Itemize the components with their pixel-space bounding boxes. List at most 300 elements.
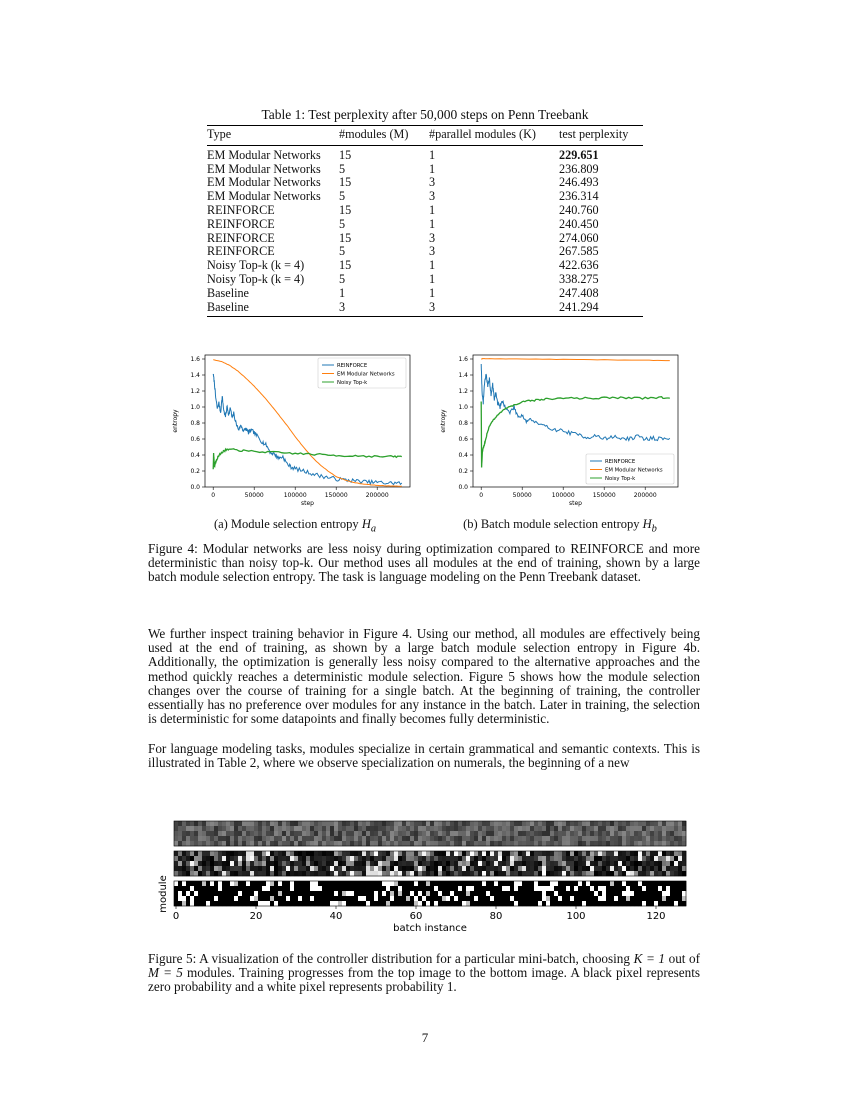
heatmap-cell: [546, 851, 550, 856]
heatmap-cell: [426, 861, 430, 866]
heatmap-cell: [630, 826, 634, 831]
heatmap-cell: [486, 831, 490, 836]
heatmap-cell: [342, 841, 346, 846]
heatmap-cell: [422, 826, 426, 831]
heatmap-cell: [602, 871, 606, 876]
heatmap-cell: [182, 896, 186, 901]
heatmap-cell: [414, 886, 418, 891]
heatmap-cell: [266, 851, 270, 856]
heatmap-cell: [346, 891, 350, 896]
heatmap-cell: [210, 866, 214, 871]
heatmap-cell: [522, 891, 526, 896]
heatmap-cell: [530, 826, 534, 831]
heatmap-cell: [270, 891, 274, 896]
heatmap-cell: [618, 826, 622, 831]
heatmap-cell: [546, 896, 550, 901]
heatmap-cell: [326, 901, 330, 906]
heatmap-cell: [410, 851, 414, 856]
heatmap-cell: [294, 871, 298, 876]
heatmap-cell: [614, 881, 618, 886]
heatmap-cell: [246, 901, 250, 906]
heatmap-cell: [654, 836, 658, 841]
heatmap-cell: [378, 821, 382, 826]
heatmap-cell: [550, 861, 554, 866]
heatmap-cell: [330, 851, 334, 856]
heatmap-cell: [658, 836, 662, 841]
heatmap-cell: [378, 871, 382, 876]
series-line-em-modular-networks: [481, 358, 670, 360]
heatmap-cell: [342, 901, 346, 906]
heatmap-cell: [486, 866, 490, 871]
y-tick-label: 1.6: [190, 356, 200, 363]
heatmap-cell: [642, 866, 646, 871]
heatmap-cell: [226, 866, 230, 871]
x-tick-label: 50000: [512, 492, 532, 499]
heatmap-cell: [174, 841, 178, 846]
table-row: [207, 163, 643, 177]
heatmap-cell: [474, 901, 478, 906]
heatmap-cell: [286, 886, 290, 891]
heatmap-cell: [482, 886, 486, 891]
heatmap-cell: [674, 831, 678, 836]
heatmap-cell: [626, 836, 630, 841]
heatmap-cell: [506, 851, 510, 856]
heatmap-cell: [438, 896, 442, 901]
heatmap-cell: [334, 831, 338, 836]
heatmap-cell: [346, 896, 350, 901]
figure-5-caption: Figure 5: A visualization of the controller distribution for a particular mini-batch, choosing K = 1 out of M = 5 modules. Training progresses from the top image to the bottom image. A black pixel represents zero probability and a white pixel represents probability 1.: [148, 951, 701, 995]
heatmap-cell: [442, 861, 446, 866]
heatmap-cell: [238, 886, 242, 891]
heatmap-cell: [526, 886, 530, 891]
heatmap-cell: [294, 891, 298, 896]
heatmap-cell: [614, 886, 618, 891]
heatmap-cell: [542, 881, 546, 886]
heatmap-cell: [374, 841, 378, 846]
heatmap-cell: [590, 851, 594, 856]
heatmap-cell: [414, 856, 418, 861]
header-modules: #modules (M): [339, 126, 429, 146]
heatmap-cell: [246, 856, 250, 861]
heatmap-cell: [438, 891, 442, 896]
heatmap-cell: [186, 836, 190, 841]
heatmap-cell: [474, 856, 478, 861]
heatmap-cell: [638, 881, 642, 886]
heatmap-cell: [578, 841, 582, 846]
heatmap-cell: [578, 891, 582, 896]
heatmap-cell: [322, 821, 326, 826]
heatmap-cell: [346, 821, 350, 826]
heatmap-cell: [682, 826, 686, 831]
heatmap-cell: [602, 866, 606, 871]
heatmap-cell: [254, 836, 258, 841]
heatmap-cell: [390, 896, 394, 901]
heatmap-cell: [530, 851, 534, 856]
heatmap-cell: [634, 851, 638, 856]
heatmap-cell: [634, 901, 638, 906]
heatmap-cell: [486, 896, 490, 901]
heatmap-cell: [346, 851, 350, 856]
heatmap-cell: [242, 901, 246, 906]
heatmap-cell: [446, 831, 450, 836]
heatmap-cell: [518, 821, 522, 826]
heatmap-cell: [190, 826, 194, 831]
heatmap-cell: [662, 841, 666, 846]
heatmap-cell: [642, 881, 646, 886]
heatmap-cell: [410, 901, 414, 906]
heatmap-cell: [202, 841, 206, 846]
heatmap-cell: [406, 886, 410, 891]
heatmap-cell: [234, 896, 238, 901]
heatmap-cell: [630, 851, 634, 856]
heatmap-cell: [626, 871, 630, 876]
heatmap-cell: [254, 866, 258, 871]
heatmap-cell: [302, 861, 306, 866]
heatmap-cell: [330, 881, 334, 886]
heatmap-cell: [358, 891, 362, 896]
heatmap-cell: [194, 871, 198, 876]
heatmap-cell: [246, 871, 250, 876]
heatmap-cell: [398, 871, 402, 876]
heatmap-cell: [194, 886, 198, 891]
heatmap-cell: [266, 821, 270, 826]
heatmap-cell: [358, 826, 362, 831]
heatmap-cell: [666, 886, 670, 891]
heatmap-cell: [290, 831, 294, 836]
heatmap-cell: [350, 856, 354, 861]
heatmap-cell: [282, 836, 286, 841]
heatmap-cell: [246, 831, 250, 836]
heatmap-cell: [538, 871, 542, 876]
heatmap-cell: [238, 881, 242, 886]
heatmap-cell: [634, 836, 638, 841]
heatmap-cell: [642, 821, 646, 826]
heatmap-cell: [366, 891, 370, 896]
heatmap-cell: [498, 871, 502, 876]
header-type: Type: [207, 126, 339, 146]
heatmap-cell: [342, 891, 346, 896]
heatmap-cell: [238, 826, 242, 831]
heatmap-cell: [462, 836, 466, 841]
heatmap-cell: [546, 836, 550, 841]
heatmap-cell: [398, 901, 402, 906]
heatmap-cell: [598, 891, 602, 896]
heatmap-cell: [498, 861, 502, 866]
heatmap-cell: [390, 831, 394, 836]
heatmap-cell: [358, 881, 362, 886]
heatmap-cell: [514, 851, 518, 856]
heatmap-cell: [618, 821, 622, 826]
heatmap-cell: [674, 891, 678, 896]
cell-perplexity: 247.408: [559, 285, 599, 300]
heatmap-cell: [566, 856, 570, 861]
heatmap-cell: [394, 871, 398, 876]
heatmap-cell: [622, 881, 626, 886]
cell-type: EM Modular Networks: [207, 147, 321, 162]
heatmap-cell: [546, 856, 550, 861]
legend-label: REINFORCE: [605, 459, 636, 465]
heatmap-cell: [334, 866, 338, 871]
heatmap-cell: [494, 901, 498, 906]
heatmap-cell: [462, 851, 466, 856]
heatmap-cell: [478, 881, 482, 886]
heatmap-cell: [422, 871, 426, 876]
heatmap-cell: [302, 831, 306, 836]
heatmap-cell: [330, 861, 334, 866]
heatmap-cell: [198, 891, 202, 896]
heatmap-cell: [338, 896, 342, 901]
heatmap-cell: [414, 831, 418, 836]
heatmap-cell: [430, 861, 434, 866]
heatmap-cell: [610, 901, 614, 906]
heatmap-cell: [546, 861, 550, 866]
heatmap-cell: [674, 851, 678, 856]
y-tick-label: 0.6: [458, 436, 468, 443]
heatmap-cell: [658, 891, 662, 896]
heatmap-cell: [558, 881, 562, 886]
heatmap-cell: [642, 896, 646, 901]
heatmap-cell: [450, 861, 454, 866]
heatmap-cell: [234, 841, 238, 846]
heatmap-cell: [346, 871, 350, 876]
heatmap-cell: [434, 821, 438, 826]
heatmap-cell: [286, 866, 290, 871]
heatmap-cell: [670, 826, 674, 831]
heatmap-cell: [214, 841, 218, 846]
heatmap-cell: [318, 856, 322, 861]
heatmap-cell: [242, 866, 246, 871]
heatmap-cell: [298, 831, 302, 836]
heatmap-cell: [374, 896, 378, 901]
heatmap-cell: [182, 871, 186, 876]
heatmap-cell: [438, 821, 442, 826]
heatmap-cell: [606, 831, 610, 836]
heatmap-cell: [494, 856, 498, 861]
heatmap-cell: [554, 871, 558, 876]
heatmap-cell: [318, 891, 322, 896]
heatmap-cell: [346, 886, 350, 891]
heatmap-cell: [186, 891, 190, 896]
heatmap-cell: [434, 901, 438, 906]
heatmap-cell: [602, 836, 606, 841]
heatmap-cell: [522, 871, 526, 876]
heatmap-cell: [410, 861, 414, 866]
heatmap-cell: [314, 836, 318, 841]
heatmap-cell: [658, 856, 662, 861]
heatmap-cell: [578, 866, 582, 871]
heatmap-cell: [518, 896, 522, 901]
heatmap-cell: [254, 826, 258, 831]
heatmap-cell: [214, 881, 218, 886]
entropy-plot-b: [428, 350, 688, 510]
heatmap-cell: [606, 826, 610, 831]
heatmap-cell: [498, 891, 502, 896]
heatmap-cell: [458, 861, 462, 866]
heatmap-cell: [378, 866, 382, 871]
heatmap-cell: [278, 901, 282, 906]
heatmap-cell: [654, 891, 658, 896]
heatmap-cell: [182, 826, 186, 831]
heatmap-cell: [254, 871, 258, 876]
heatmap-cell: [442, 881, 446, 886]
heatmap-cell: [590, 831, 594, 836]
heatmap-cell: [494, 881, 498, 886]
heatmap-cell: [538, 861, 542, 866]
heatmap-cell: [270, 861, 274, 866]
heatmap-cell: [466, 841, 470, 846]
heatmap-cell: [282, 856, 286, 861]
heatmap-cell: [306, 871, 310, 876]
heatmap-cell: [558, 821, 562, 826]
heatmap-cell: [658, 871, 662, 876]
heatmap-cell: [538, 851, 542, 856]
heatmap-cell: [498, 831, 502, 836]
heatmap-cell: [326, 836, 330, 841]
heatmap-cell: [306, 826, 310, 831]
heatmap-cell: [514, 841, 518, 846]
heatmap-cell: [342, 831, 346, 836]
heatmap-cell: [614, 871, 618, 876]
heatmap-cell: [518, 836, 522, 841]
heatmap-cell: [274, 831, 278, 836]
heatmap-cell: [354, 881, 358, 886]
heatmap-cell: [590, 866, 594, 871]
heatmap-cell: [214, 866, 218, 871]
heatmap-cell: [638, 841, 642, 846]
heatmap-cell: [598, 901, 602, 906]
heatmap-cell: [466, 881, 470, 886]
heatmap-cell: [382, 866, 386, 871]
heatmap-cell: [678, 891, 682, 896]
cell-perplexity: 246.493: [559, 175, 599, 190]
heatmap-cell: [666, 836, 670, 841]
heatmap-cell: [378, 891, 382, 896]
heatmap-cell: [274, 881, 278, 886]
heatmap-cell: [210, 861, 214, 866]
heatmap-cell: [438, 831, 442, 836]
heatmap-cell: [446, 901, 450, 906]
heatmap-cell: [446, 856, 450, 861]
heatmap-cell: [294, 841, 298, 846]
y-tick-label: 0.2: [458, 468, 468, 475]
heatmap-cell: [306, 896, 310, 901]
heatmap-cell: [206, 901, 210, 906]
heatmap-cell: [486, 856, 490, 861]
heatmap-cell: [518, 901, 522, 906]
heatmap-cell: [190, 841, 194, 846]
heatmap-cell: [666, 826, 670, 831]
heatmap-cell: [214, 831, 218, 836]
heatmap-cell: [666, 851, 670, 856]
heatmap-cell: [466, 851, 470, 856]
heatmap-cell: [286, 861, 290, 866]
heatmap-cell: [610, 841, 614, 846]
cell-parallel-modules: 3: [429, 189, 436, 204]
heatmap-cell: [238, 851, 242, 856]
heatmap-cell: [250, 836, 254, 841]
heatmap-cell: [410, 841, 414, 846]
heatmap-cell: [190, 856, 194, 861]
heatmap-cell: [394, 836, 398, 841]
heatmap-cell: [318, 886, 322, 891]
heatmap-cell: [206, 886, 210, 891]
heatmap-cell: [286, 871, 290, 876]
heatmap-cell: [198, 901, 202, 906]
heatmap-cell: [482, 896, 486, 901]
heatmap-cell: [322, 856, 326, 861]
heatmap-cell: [530, 831, 534, 836]
heatmap-cell: [306, 851, 310, 856]
heatmap-cell: [434, 866, 438, 871]
heatmap-cell: [246, 896, 250, 901]
heatmap-cell: [670, 851, 674, 856]
cell-modules: 15: [339, 147, 352, 162]
heatmap-cell: [662, 851, 666, 856]
heatmap-cell: [538, 886, 542, 891]
cell-modules: 15: [339, 258, 352, 273]
heatmap-cell: [642, 851, 646, 856]
heatmap-cell: [294, 896, 298, 901]
cell-parallel-modules: 3: [429, 175, 436, 190]
heatmap-cell: [562, 901, 566, 906]
heatmap-cell: [210, 881, 214, 886]
heatmap-cell: [630, 881, 634, 886]
heatmap-cell: [350, 881, 354, 886]
heatmap-cell: [234, 881, 238, 886]
heatmap-cell: [634, 871, 638, 876]
heatmap-cell: [322, 826, 326, 831]
heatmap-cell: [526, 831, 530, 836]
heatmap-cell: [234, 866, 238, 871]
heatmap-cell: [650, 861, 654, 866]
heatmap-cell: [222, 896, 226, 901]
heatmap-cell: [610, 896, 614, 901]
heatmap-cell: [502, 886, 506, 891]
heatmap-cell: [258, 841, 262, 846]
heatmap-cell: [478, 861, 482, 866]
heatmap-cell: [266, 901, 270, 906]
heatmap-cell: [482, 866, 486, 871]
heatmap-cell: [310, 851, 314, 856]
heatmap-cell: [290, 841, 294, 846]
heatmap-cell: [570, 891, 574, 896]
heatmap-cell: [278, 851, 282, 856]
heatmap-cell: [566, 861, 570, 866]
heatmap-cell: [542, 896, 546, 901]
heatmap-cell: [678, 821, 682, 826]
heatmap-cell: [610, 861, 614, 866]
heatmap-cell: [226, 841, 230, 846]
heatmap-x-tick-label: 40: [329, 911, 343, 922]
heatmap-cell: [382, 836, 386, 841]
heatmap-cell: [542, 891, 546, 896]
heatmap-cell: [254, 901, 258, 906]
heatmap-cell: [566, 821, 570, 826]
heatmap-cell: [342, 821, 346, 826]
heatmap-cell: [566, 866, 570, 871]
heatmap-cell: [246, 881, 250, 886]
heatmap-cell: [654, 886, 658, 891]
heatmap-cell: [446, 821, 450, 826]
heatmap-cell: [578, 861, 582, 866]
heatmap-cell: [502, 896, 506, 901]
heatmap-cell: [238, 836, 242, 841]
heatmap-cell: [506, 896, 510, 901]
heatmap-cell: [298, 826, 302, 831]
heatmap-cell: [394, 861, 398, 866]
heatmap-cell: [302, 886, 306, 891]
heatmap-x-tick-label: 120: [646, 911, 666, 922]
